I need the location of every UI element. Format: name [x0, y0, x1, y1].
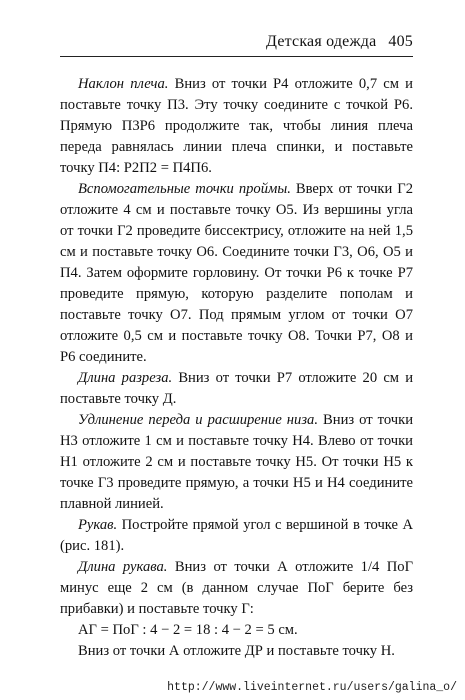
paragraph-sleeve-length — [60, 557, 413, 620]
paragraph-lead: Длина рукава. — [78, 559, 168, 575]
paragraph-slit-length — [60, 368, 413, 410]
paragraph-text: Вниз от точки А отложите 1/4 ПоГ минус еще 2 см (в данном случае ПоГ берите без прибавки) и поставьте точку Г: — [60, 559, 414, 617]
paragraph-lead: Вспомогательные точки проймы. — [78, 181, 291, 197]
header-rule — [60, 56, 413, 57]
body-text — [60, 74, 413, 662]
paragraph-formula — [60, 620, 413, 641]
running-title: Детская одежда — [266, 33, 377, 50]
paragraph-text: Вверх от точки Г2 отложите 4 см и поставьте точку О5. Из вершины угла от точки Г2 проведите биссектрису, отложите на ней 1,5 см и поставьте точку О6. Соедините точки Г3, О6, О5 и П4. Затем оформите горловину. От точки Р6 к точке Р7 проведите прямую, которую разделите пополам и поставьте точку О7. Под прямым углом от точки О7 отложите 0,5 см и поставьте точку О8. Точки Р7, О8 и Р6 соедините. — [60, 181, 413, 365]
paragraph-text: Вниз от точки Р4 отложите 0,7 см и поставьте точку П3. Эту точку соедините с точкой Р6. Прямую П3Р6 продолжите так, чтобы линия плеча переда равнялась линии плеча спинки, и поставьте точку П4: Р2П2 = П4П6. — [60, 76, 413, 176]
paragraph-point-h — [60, 641, 413, 662]
paragraph-front-extension — [60, 410, 413, 515]
page-number: 405 — [388, 33, 413, 50]
footer-url: http://www.liveinternet.ru/users/galina_o/ — [167, 681, 457, 694]
paragraph-lead: Рукав. — [78, 517, 118, 533]
paragraph-sleeve — [60, 515, 413, 557]
paragraph-text: Вниз от точки Р7 отложите 20 см и поставьте точку Д. — [60, 370, 413, 407]
page-header — [266, 33, 413, 51]
paragraph-lead: Удлинение переда и расширение низа. — [78, 412, 318, 428]
paragraph-lead: Длина разреза. — [78, 370, 173, 386]
paragraph-armhole-points — [60, 179, 413, 368]
paragraph-text: Постройте прямой угол с вершиной в точке А (рис. 181). — [60, 517, 413, 554]
paragraph-lead: Наклон плеча. — [78, 76, 169, 92]
paragraph-text: Вниз от точки Н3 отложите 1 см и поставьте точку Н4. Влево от точки Н1 отложите 2 см и поставьте точку Н5. От точки Н5 к точке Г3 проведите прямую, а точки Н5 и Н4 соедините плавной линией. — [60, 412, 414, 512]
paragraph-text: Вниз от точки А отложите ДР и поставьте точку Н. — [78, 643, 395, 659]
formula-text: АГ = ПоГ : 4 − 2 = 18 : 4 − 2 = 5 см. — [78, 622, 298, 638]
paragraph-shoulder-slope — [60, 74, 413, 179]
